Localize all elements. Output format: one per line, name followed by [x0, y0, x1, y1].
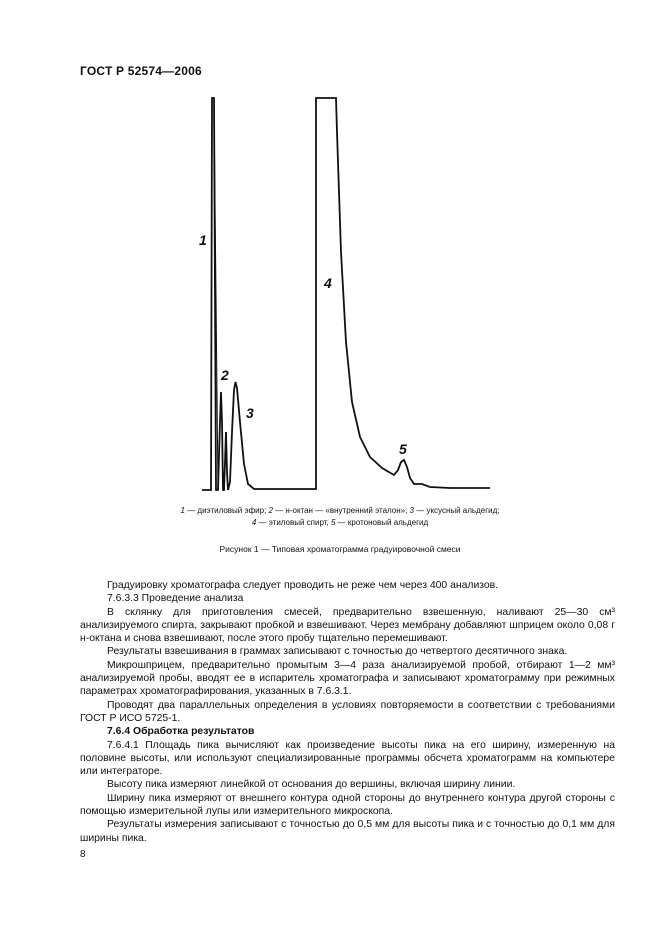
section-heading: 7.6.4 Обработка результатов: [107, 726, 255, 738]
legend-text: — диэтиловый эфир;: [184, 506, 269, 515]
paragraph: Ширину пика измеряют от внешнего контура одной стороны до внутреннего контура другой стороны с помощью измерительной лупы или измерительного микроскопа.: [80, 792, 615, 818]
legend-text: — н-октан — «внутренний эталон»;: [272, 506, 410, 515]
peak-label-1: 1: [199, 232, 207, 248]
legend-text: — уксусный альдегид;: [414, 506, 500, 515]
legend-line-2: [120, 517, 560, 529]
legend-num: 4: [251, 518, 257, 527]
page-number: 8: [80, 849, 86, 860]
paragraph: Высоту пика измеряют линейкой от основания до вершины, включая ширину линии.: [107, 779, 516, 791]
paragraph: В склянку для приготовления смесей, предварительно взвешенную, наливают 25—30 см³ анализируемого спирта, закрывают пробкой и взвешивают. Через мембрану добавляют шприцем около 0,08 г н-октана и снова взвешивают, после этого пробу тщательно перемешивают.: [80, 606, 615, 645]
peak-label-3: 3: [246, 405, 254, 421]
paragraph: Микрошприцем, предварительно промытым 3—4 раза анализируемой пробой, отбирают 1—2 мм³ анализируемой пробы, вводят ее в испаритель хроматографа и записывают хроматограмму при режимных параметрах хроматографирования, указанных в 7.6.3.1.: [80, 659, 615, 698]
paragraph: Градуировку хроматографа следует проводить не реже чем через 400 анализов.: [107, 580, 499, 591]
chromatogram-trace: [202, 98, 490, 490]
chromatogram-figure: [190, 92, 500, 497]
document-header: ГОСТ Р 52574—2006: [80, 64, 202, 78]
peak-label-4: 4: [324, 275, 332, 291]
section-heading: 7.6.3.3 Проведение анализа: [107, 593, 244, 605]
paragraph: Результаты взвешивания в граммах записывают с точностью до четвертого десятичного знака.: [107, 646, 568, 658]
peak-label-5: 5: [399, 441, 407, 457]
figure-title: Рисунок 1 — Типовая хроматограмма градуировочной смеси: [219, 544, 461, 554]
paragraph: Результаты измерения записывают с точностью до 0,5 мм для высоты пика и с точностью до 0,1 мм для ширины пика.: [80, 819, 615, 844]
paragraph: 7.6.4.1 Площадь пика вычисляют как произведение высоты пика на его ширину, измеренную на половине высоты, или используют специализированные программы обсчета хроматограмм на компьютере или интеграторе.: [80, 739, 615, 778]
body-text: [80, 579, 615, 845]
legend-num: 2: [268, 506, 273, 515]
legend-text: — этиловый спирт,: [256, 518, 331, 527]
legend-line-1: [120, 505, 560, 517]
paragraph: Проводят два параллельных определения в условиях повторяемости в соответствии с требованиями ГОСТ Р ИСО 5725-1.: [80, 699, 615, 724]
legend-num: 1: [180, 506, 185, 515]
legend-num: 5: [330, 518, 336, 527]
legend-text: — кротоновый альдегид: [335, 518, 429, 527]
legend-num: 3: [409, 506, 414, 515]
peak-label-2: 2: [221, 367, 229, 383]
figure-legend: [120, 505, 560, 529]
